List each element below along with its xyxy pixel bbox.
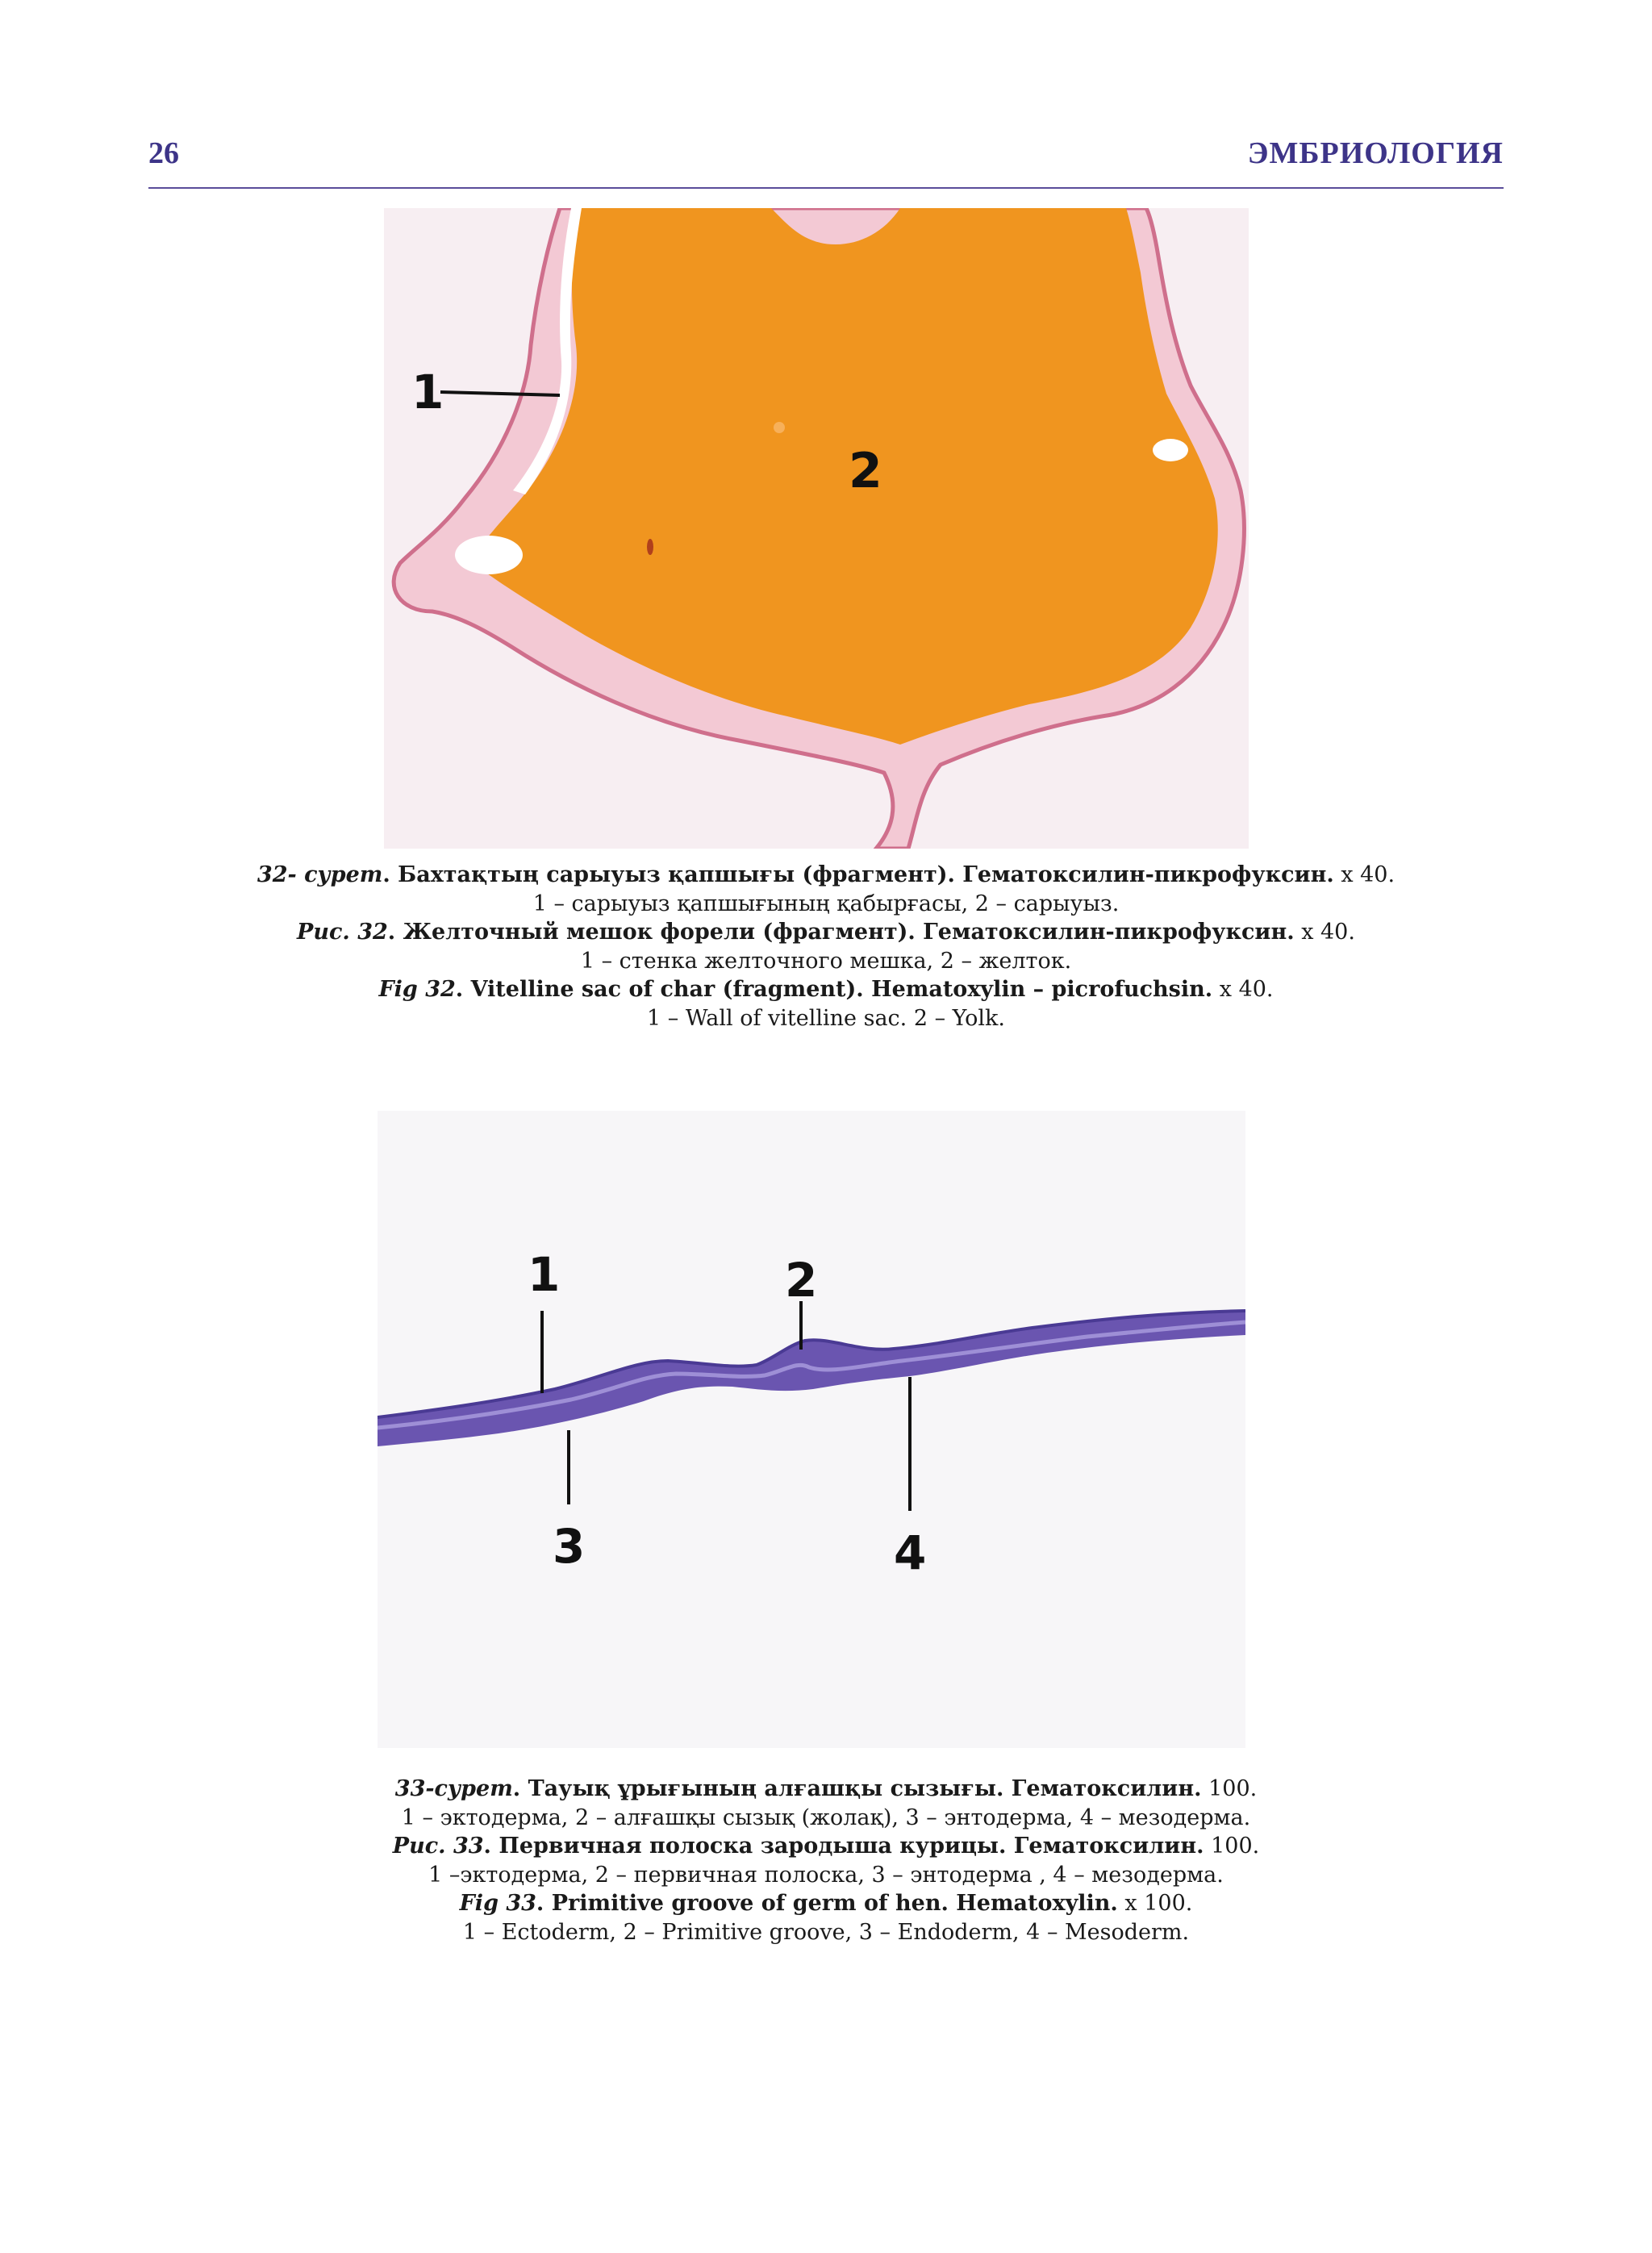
caption-line	[148, 918, 1504, 947]
caption-line	[148, 1889, 1504, 1918]
caption-line	[148, 975, 1504, 1004]
fig32-speck	[774, 422, 785, 433]
caption-title: . Первичная полоска зародыша курицы. Гематоксилин.	[483, 1834, 1204, 1859]
caption-magnification: x 100.	[1117, 1891, 1193, 1916]
caption-legend: 1 – эктодерма, 2 – алғашқы сызық (жолақ), 3 – энтодерма, 4 – мезодерма.	[401, 1804, 1251, 1830]
fig32-vacuole	[1153, 439, 1188, 461]
caption-legend: 1 – Wall of vitelline sac. 2 – Yolk.	[647, 1005, 1005, 1031]
caption-legend: 1 – стенка желточного мешка, 2 – желток.	[580, 948, 1072, 974]
fig33-marker-3: 3	[553, 1519, 586, 1574]
page-header	[148, 129, 1504, 189]
caption-magnification: x 40.	[1333, 862, 1395, 887]
figure-33-micrograph	[378, 1111, 1245, 1748]
caption-magnification: 100.	[1204, 1834, 1260, 1859]
caption-label: Fig 32	[378, 977, 456, 1002]
caption-label: 33-сурет	[394, 1776, 513, 1801]
fig32-speck	[647, 539, 653, 555]
fig33-marker-4: 4	[894, 1525, 927, 1580]
caption-title: . Бахтақтың сарыуыз қапшығы (фрагмент). Гематоксилин-пикрофуксин.	[382, 862, 1334, 887]
caption-line	[148, 1832, 1504, 1861]
caption-legend: 1 – сарыуыз қапшығының қабырғасы, 2 – сарыуыз.	[532, 891, 1120, 916]
caption-legend: 1 – Ectoderm, 2 – Primitive groove, 3 – Endoderm, 4 – Mesoderm.	[462, 1919, 1190, 1945]
fig33-marker-2: 2	[785, 1253, 818, 1308]
caption-title: . Vitelline sac of char (fragment). Hematoxylin – picrofuchsin.	[455, 977, 1213, 1002]
fig32-vacuole	[455, 536, 523, 574]
caption-label: Fig 33	[459, 1891, 536, 1916]
caption-label: Рис. 33	[392, 1834, 484, 1859]
caption-legend: 1 –эктодерма, 2 – первичная полоска, 3 – энтодерма , 4 – мезодерма.	[428, 1862, 1224, 1888]
fig32-marker-1: 1	[411, 365, 444, 419]
caption-magnification: 100.	[1201, 1776, 1258, 1801]
running-title: ЭМБРИОЛОГИЯ	[1247, 136, 1504, 170]
caption-title: . Primitive groove of germ of hen. Hematoxylin.	[536, 1891, 1118, 1916]
caption-label: 32- сурет	[257, 862, 383, 887]
fig33-marker-1: 1	[528, 1247, 561, 1302]
caption-label: Рис. 32	[297, 920, 388, 945]
fig32-marker-2: 2	[849, 443, 882, 499]
figure-32-image	[384, 208, 1249, 849]
caption-line	[148, 1775, 1504, 1804]
page-number: 26	[148, 136, 179, 170]
figure-33-caption	[148, 1775, 1504, 1946]
figure-32-caption	[148, 861, 1504, 1033]
figure-32-micrograph	[384, 208, 1249, 849]
caption-title: . Тауық ұрығының алғашқы сызығы. Гематоксилин.	[512, 1776, 1202, 1801]
figure-33-image	[378, 1111, 1245, 1748]
caption-title: . Желточный мешок форели (фрагмент). Гематоксилин-пикрофуксин.	[387, 920, 1295, 945]
caption-magnification: x 40.	[1212, 977, 1274, 1002]
caption-line	[148, 861, 1504, 890]
caption-magnification: x 40.	[1294, 920, 1355, 945]
